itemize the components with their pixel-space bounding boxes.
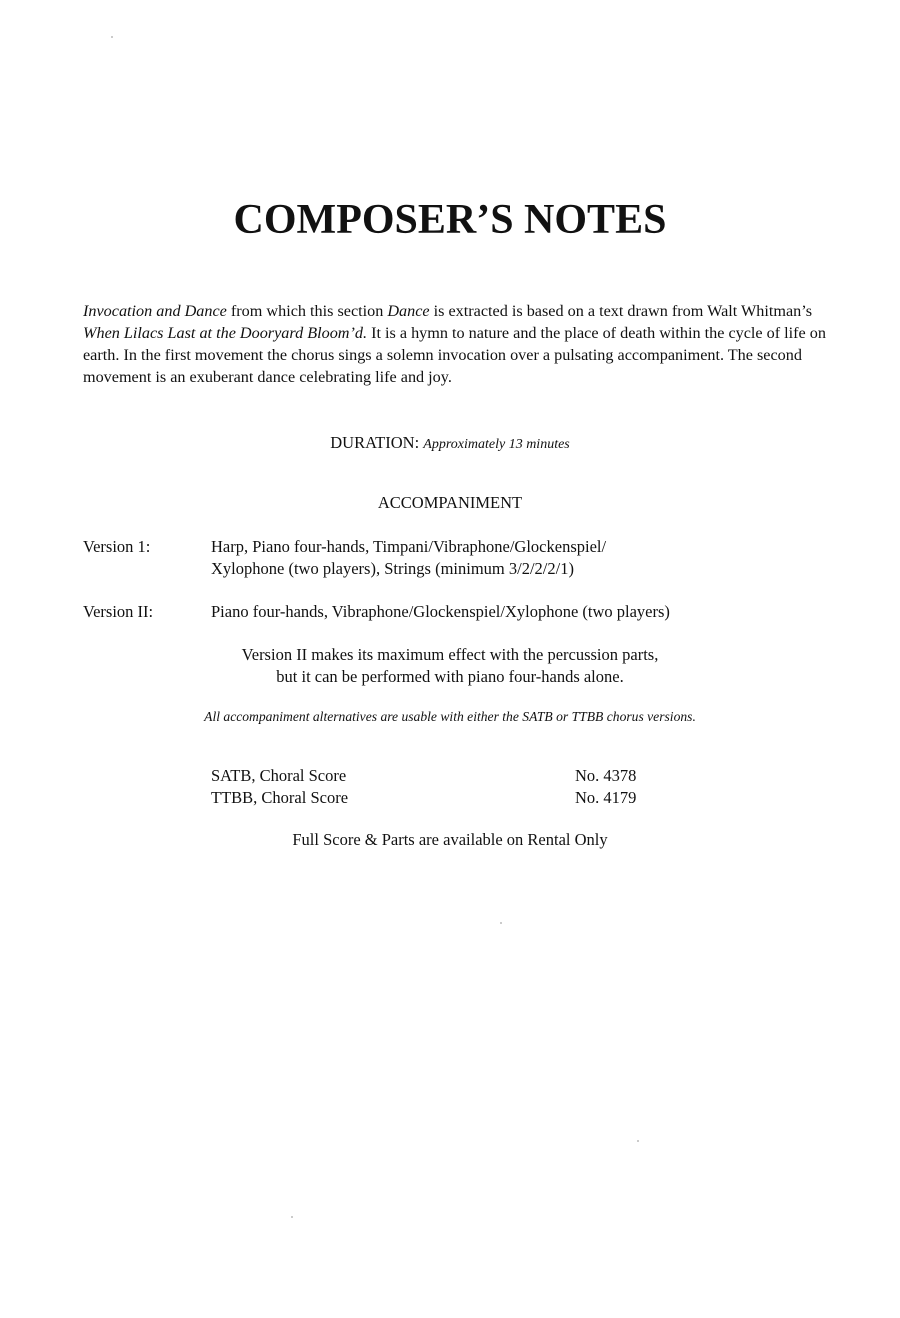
version-2-instruments: Piano four-hands, Vibraphone/Glockenspiel/Xylophone (two players): [211, 602, 670, 621]
page-title: COMPOSER’S NOTES: [233, 197, 667, 243]
note-line-1: Version II makes its maximum effect with the percussion parts,: [241, 645, 659, 664]
accompaniment-heading: ACCOMPANIMENT: [377, 493, 523, 512]
version-1-label: Version 1:: [83, 537, 151, 556]
score-row-ttbb: [0, 787, 900, 809]
duration-line: [0, 433, 900, 453]
alternatives-note: All accompaniment alternatives are usable with either the SATB or TTBB chorus versions.: [204, 709, 696, 724]
work-title: Invocation and Dance: [83, 302, 227, 320]
score-row-satb: [0, 765, 900, 787]
version-2-label: Version II:: [83, 602, 154, 621]
section-title: Dance: [387, 302, 430, 320]
scan-speck: [500, 922, 502, 924]
intro-text-2: is extracted is based on a text drawn from Walt Whitman’s: [429, 302, 813, 320]
score-name: SATB, Choral Score: [211, 766, 347, 785]
scan-speck: [291, 1216, 293, 1218]
duration-label: DURATION:: [330, 433, 420, 452]
version-1-line-1: Harp, Piano four-hands, Timpani/Vibraphone/Glockenspiel/: [211, 537, 607, 556]
rental-notice: Full Score & Parts are available on Rental Only: [292, 830, 608, 849]
intro-text-1: from which this section: [226, 302, 388, 320]
score-name: TTBB, Choral Score: [211, 788, 349, 807]
version-2-note: [0, 644, 900, 688]
intro-paragraph: [83, 300, 828, 388]
version-1-instruments: [211, 536, 771, 580]
duration-value: Approximately 13 minutes: [423, 437, 570, 452]
scan-speck: [637, 1140, 639, 1142]
score-number: No. 4378: [575, 766, 637, 785]
scan-speck: [111, 36, 113, 38]
note-line-2: but it can be performed with piano four-hands alone.: [276, 667, 624, 686]
poem-title: When Lilacs Last at the Dooryard Bloom’d.: [83, 324, 368, 342]
version-1-line-2: Xylophone (two players), Strings (minimum 3/2/2/2/1): [211, 559, 574, 578]
score-number: No. 4179: [575, 788, 637, 807]
intro-text-3: It is a hymn to nature and the place of death within the cycle of life on earth. In the first movement the chorus sings a solemn invocation over a pulsating accompaniment. The second movement is an exuberant dance celebrating life and joy.: [83, 324, 826, 386]
